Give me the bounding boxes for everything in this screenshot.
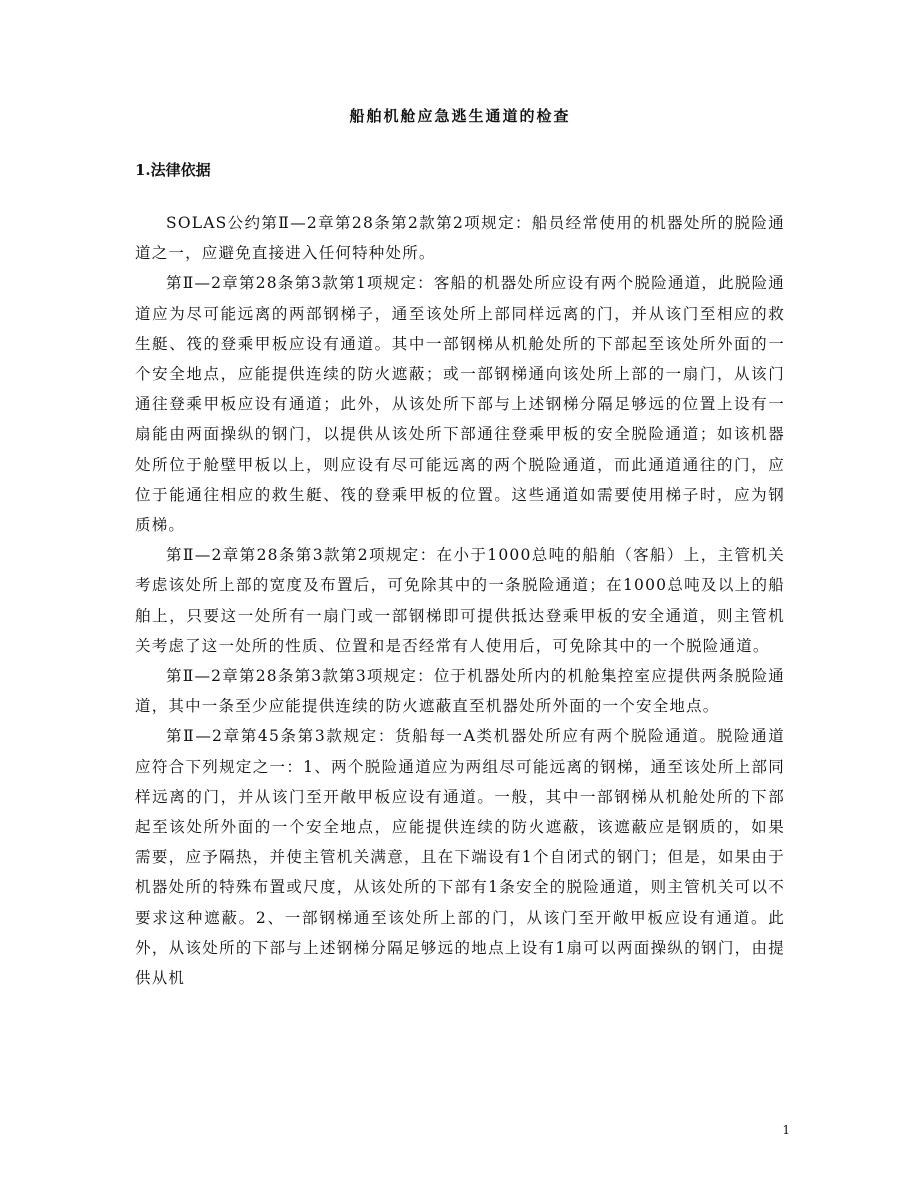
paragraph-28-3-1: 第Ⅱ—2章第28条第3款第1项规定：客船的机器处所应设有两个脱险通道，此脱险通道应为尽可能远离的两部钢梯子，通至该处所上部同样远离的门，并从该门至相应的救生艇、筏的登乘甲板应设有通道。其中一部钢梯从机舱处所的下部起至该处所外面的一个安全地点，应能提供连续的防火遮蔽；或一部钢梯通向该处所上部的一扇门，从该门通往登乘甲板应设有通道；此外，从该处所下部与上述钢梯分隔足够远的位置上设有一扇能由两面操纵的钢门，以提供从该处所下部通往登乘甲板的安全脱险通道；如该机器处所位于舱壁甲板以上，则应设有尽可能远离的两个脱险通道，而此通道通往的门，应位于能通往相应的救生艇、筏的登乘甲板的位置。这些通道如需要使用梯子时，应为钢质梯。	[135, 274, 785, 535]
paragraph-solas-28-2-2: SOLAS公约第Ⅱ—2章第28条第2款第2项规定：船员经常使用的机器处所的脱险通道之一，应避免直接进入任何特种处所。	[135, 214, 785, 263]
body-text	[135, 208, 785, 993]
paragraph-28-3-2: 第Ⅱ—2章第28条第3款第2项规定：在小于1000总吨的船舶（客船）上，主管机关考虑该处所上部的宽度及布置后，可免除其中的一条脱险通道；在1000总吨及以上的船舶上，只要这一处所有一扇门或一部钢梯即可提供抵达登乘甲板的安全通道，则主管机关考虑了这一处所的性质、位置和是否经常有人使用后，可免除其中的一个脱险通道。	[135, 546, 785, 655]
page-number: 1	[782, 1123, 790, 1137]
paragraph-45-3: 第Ⅱ—2章第45条第3款规定：货船每一A类机器处所应有两个脱险通道。脱险通道应符合下列规定之一：1、两个脱险通道应为两组尽可能远离的钢梯，通至该处所上部同样远离的门，并从该门至开敞甲板应设有通道。一般，其中一部钢梯从机舱处所的下部起至该处所外面的一个安全地点，应能提供连续的防火遮蔽，该遮蔽应是钢质的，如果需要，应予隔热，并使主管机关满意，且在下端设有1个自闭式的钢门；但是，如果由于机器处所的特殊布置或尺度，从该处所的下部有1条安全的脱险通道，则主管机关可以不要求这种遮蔽。2、一部钢梯通至该处所上部的门，从该门至开敞甲板应设有通道。此外，从该处所的下部与上述钢梯分隔足够远的地点上设有1扇可以两面操纵的钢门，由提供从机	[135, 727, 785, 988]
section-heading: 1.法律依据	[135, 161, 211, 179]
document-title: 船舶机舱应急逃生通道的检查	[349, 107, 571, 125]
paragraph-28-3-3: 第Ⅱ—2章第28条第3款第3项规定：位于机器处所内的机舱集控室应提供两条脱险通道，其中一条至少应能提供连续的防火遮蔽直至机器处所外面的一个安全地点。	[135, 667, 785, 716]
